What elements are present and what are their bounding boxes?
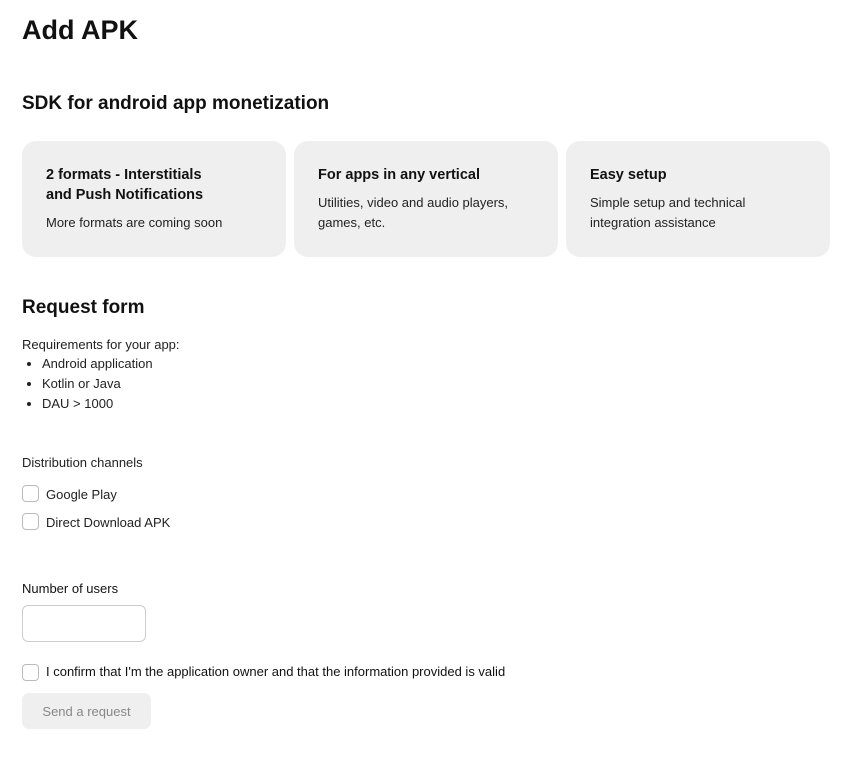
feature-card-verticals [294, 141, 558, 257]
card-title: 2 formats - Interstitials and Push Notifications [46, 167, 204, 203]
direct-download-checkbox[interactable] [22, 513, 39, 530]
send-request-button[interactable]: Send a request [22, 693, 151, 729]
number-of-users-label: Number of users [22, 581, 119, 596]
google-play-checkbox[interactable] [22, 485, 39, 502]
section-title: SDK for android app monetization [22, 93, 330, 114]
requirements-list [22, 354, 153, 414]
card-title: For apps in any vertical [318, 167, 480, 183]
requirement-item: • DAU > 1000 [42, 394, 153, 414]
confirm-checkbox[interactable] [22, 664, 39, 681]
request-form-title: Request form [22, 297, 145, 318]
card-description: Simple setup and technical integration assistance [590, 195, 746, 230]
requirement-item: • Kotlin or Java [42, 374, 153, 394]
requirements-label: Requirements for your app: [22, 337, 180, 352]
confirm-label[interactable]: I confirm that I'm the application owner and that the information provided is valid [46, 664, 506, 679]
number-of-users-input[interactable] [22, 605, 146, 642]
direct-download-label[interactable]: Direct Download APK [46, 515, 171, 530]
requirement-item: • Android application [42, 354, 153, 374]
page-title: Add APK [22, 15, 138, 45]
card-description: More formats are coming soon [46, 215, 223, 230]
card-title: Easy setup [590, 167, 667, 183]
card-description: Utilities, video and audio players, games, etc. [318, 195, 509, 230]
feature-card-setup [566, 141, 830, 257]
distribution-channels-label: Distribution channels [22, 455, 143, 470]
google-play-label[interactable]: Google Play [46, 487, 117, 502]
feature-card-formats [22, 141, 286, 257]
